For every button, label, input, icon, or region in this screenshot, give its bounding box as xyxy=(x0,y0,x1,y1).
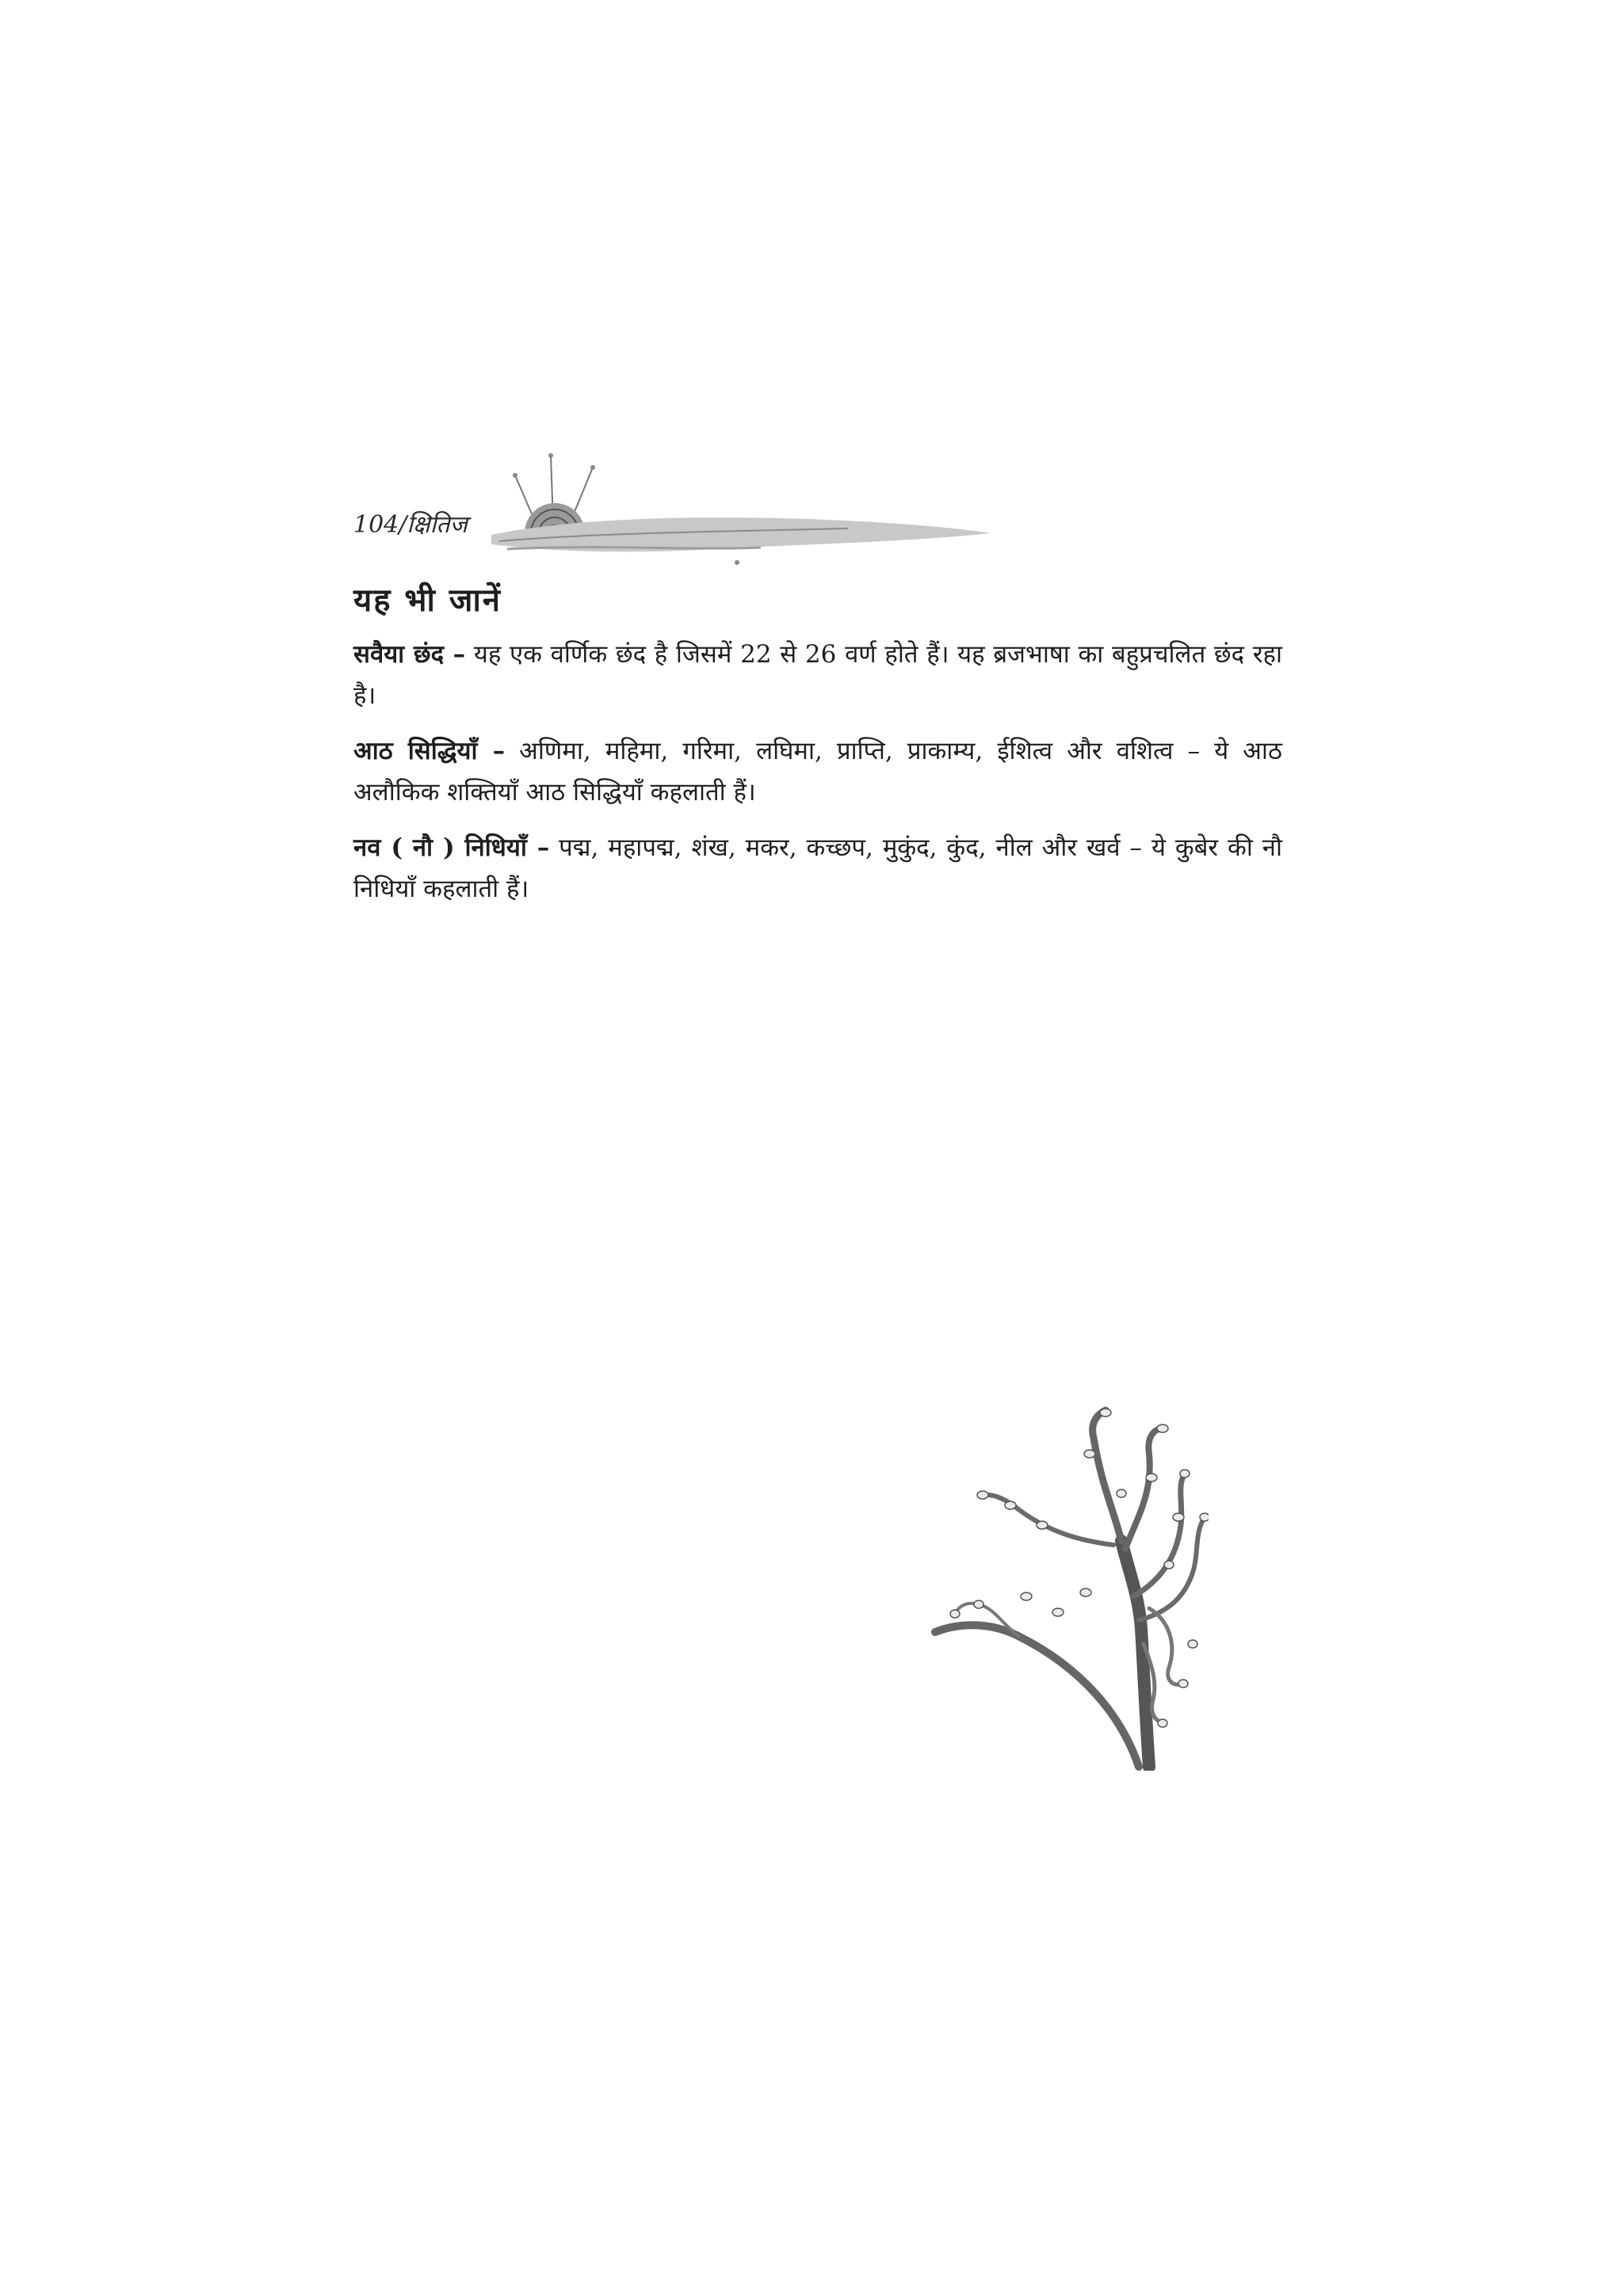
glossary-term: सवैया छंद – xyxy=(353,640,466,669)
glossary-definition: यह एक वर्णिक छंद है जिसमें 22 से 26 वर्ण होते हैं। यह ब्रजभाषा का बहुप्रचलित छंद रहा है। xyxy=(353,640,1282,710)
glossary-entry-nidhiyan xyxy=(353,827,1282,910)
glossary-definition: पद्म, महापद्म, शंख, मकर, कच्छप, मुकुंद, कुंद, नील और खर्व – ये कुबेर की नौ निधियाँ कहलाती हैं। xyxy=(353,833,1283,903)
header-sun-landscape-illustration xyxy=(475,440,999,566)
section-title: यह भी जानें xyxy=(353,582,502,619)
glossary-term: आठ सिद्धियाँ – xyxy=(353,737,506,765)
glossary-term: नव ( नौ ) निधियाँ – xyxy=(353,833,550,862)
glossary-entry-siddhiyan xyxy=(353,730,1282,813)
tree-illustration xyxy=(931,1406,1209,1771)
page-header: 104/क्षितिज xyxy=(353,511,468,539)
glossary-entry-savaiya xyxy=(353,634,1282,716)
glossary-definition: अणिमा, महिमा, गरिमा, लघिमा, प्राप्ति, प्राकाम्य, ईशित्व और वशित्व – ये आठ अलौकिक शक्तियाँ आठ सिद्धियाँ कहलाती हैं। xyxy=(353,737,1282,807)
glossary-list xyxy=(353,634,1282,924)
